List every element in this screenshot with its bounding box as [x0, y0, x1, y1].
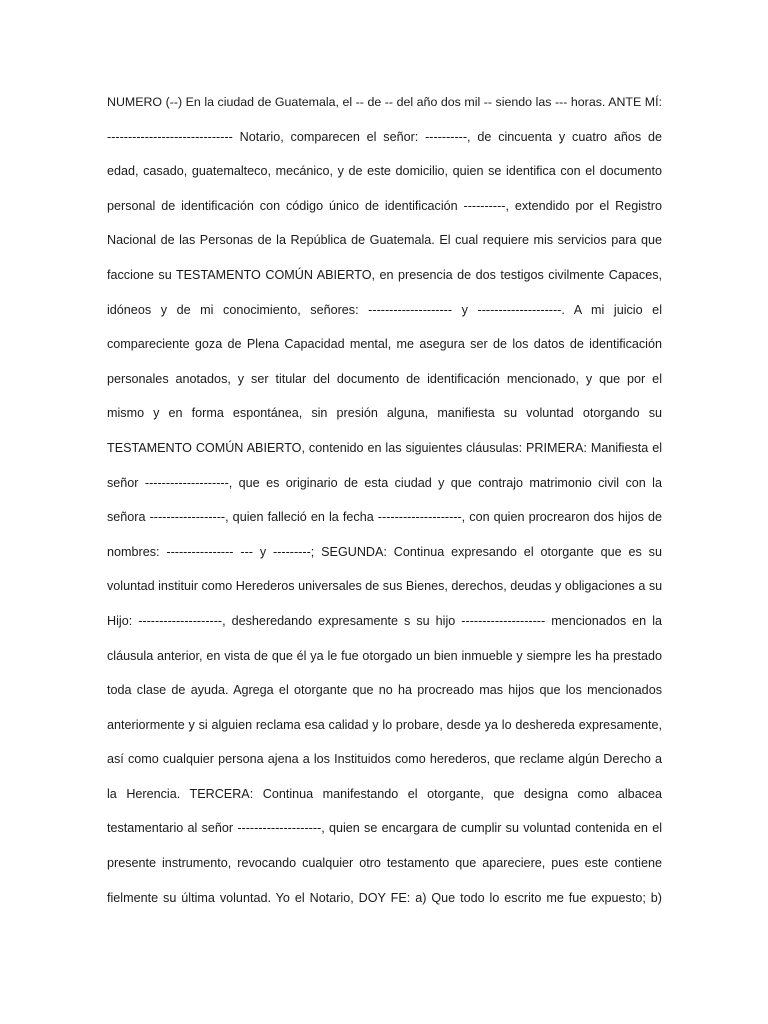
- text-line: mismo y en forma espontánea, sin presión alguna, manifiesta su voluntad otorgando su: [107, 406, 662, 421]
- text-line: voluntad instituir como Herederos universales de sus Bienes, derechos, deudas y obligaciones a su: [107, 579, 662, 594]
- text-line: faccione su TESTAMENTO COMÚN ABIERTO, en presencia de dos testigos civilmente Capaces,: [107, 267, 662, 282]
- text-line: toda clase de ayuda. Agrega el otorgante que no ha procreado mas hijos que los mencionados: [107, 683, 662, 698]
- text-line: Hijo: --------------------, desheredando expresamente s su hijo -------------------- mencionados en la: [107, 613, 662, 628]
- text-line: la Herencia. TERCERA: Continua manifestando el otorgante, que designa como albacea: [107, 786, 662, 801]
- text-line: edad, casado, guatemalteco, mecánico, y de este domicilio, quien se identifica con el documento: [107, 164, 662, 179]
- text-line: personales anotados, y ser titular del documento de identificación mencionado, y que por el: [107, 371, 662, 386]
- text-line: compareciente goza de Plena Capacidad mental, me asegura ser de los datos de identificación: [107, 337, 662, 352]
- text-line: TESTAMENTO COMÚN ABIERTO, contenido en las siguientes cláusulas: PRIMERA: Manifiesta el: [107, 440, 662, 455]
- text-line: señor --------------------, que es originario de esta ciudad y que contrajo matrimonio civil con la: [107, 475, 662, 490]
- text-line: anteriormente y si alguien reclama esa calidad y lo probare, desde ya lo deshereda expresamente,: [107, 717, 662, 732]
- text-line: testamentario al señor --------------------, quien se encargara de cumplir su voluntad contenida en el: [107, 821, 662, 836]
- text-line: NUMERO (--) En la ciudad de Guatemala, el -- de -- del año dos mil -- siendo las --- horas. ANTE MÍ:: [107, 95, 662, 109]
- text-line: cláusula anterior, en vista de que él ya le fue otorgado un bien inmueble y siempre les ha prestado: [107, 648, 662, 663]
- text-line: presente instrumento, revocando cualquier otro testamento que apareciere, pues este contiene: [107, 856, 662, 871]
- text-line: fielmente su última voluntad. Yo el Notario, DOY FE: a) Que todo lo escrito me fue expuesto; b): [107, 890, 662, 905]
- text-line: personal de identificación con código único de identificación ----------, extendido por el Registro: [107, 198, 662, 213]
- text-line: así como cualquier persona ajena a los Instituidos como herederos, que reclame algún Derecho a: [107, 752, 662, 767]
- text-line: idóneos y de mi conocimiento, señores: -------------------- y --------------------. A mi juicio el: [107, 302, 662, 317]
- text-line: nombres: ---------------- --- y ---------; SEGUNDA: Continua expresando el otorgante que es su: [107, 544, 662, 559]
- text-line: ------------------------------ Notario, comparecen el señor: ----------, de cincuenta y cuatro años de: [107, 129, 662, 144]
- text-line: señora ------------------, quien falleció en la fecha --------------------, con quien procrearon dos hijos de: [107, 510, 662, 525]
- text-line: Nacional de las Personas de la República de Guatemala. El cual requiere mis servicios para que: [107, 233, 662, 248]
- testament-body-text: [107, 85, 662, 915]
